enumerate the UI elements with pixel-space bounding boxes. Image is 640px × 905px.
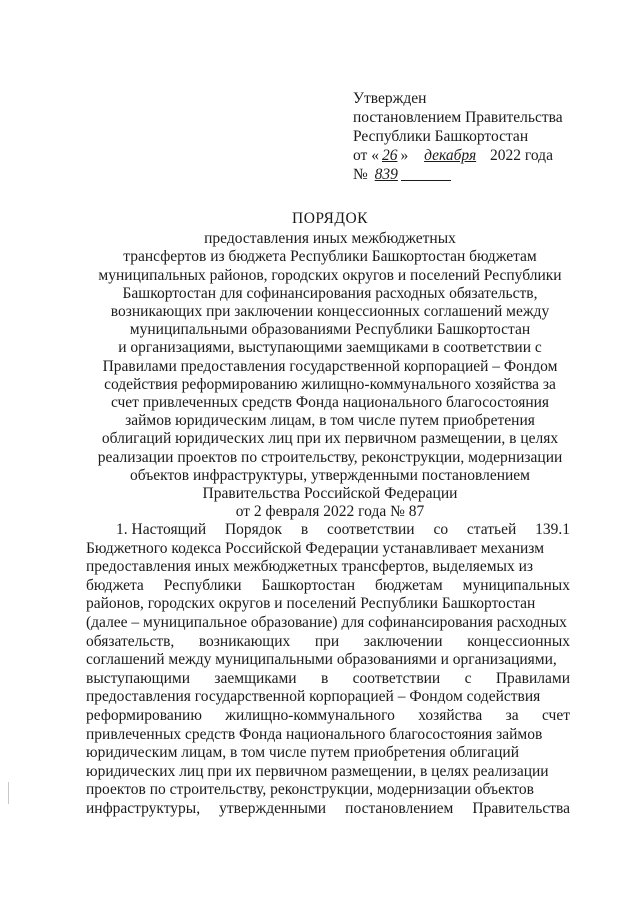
title-line: муниципальных районов, городских округов и поселений Республики bbox=[98, 266, 562, 284]
body-line bbox=[86, 595, 570, 614]
date-day: 26 bbox=[381, 147, 398, 164]
body-word: жилищно-коммунального bbox=[225, 706, 395, 724]
body-word: Правилами bbox=[495, 669, 570, 687]
approval-number bbox=[353, 165, 583, 184]
body-word: проектов по строительству, реконструкции, модернизации объектов bbox=[86, 781, 534, 799]
body-word: соответствии bbox=[352, 669, 441, 687]
body-line bbox=[86, 521, 570, 540]
body-line bbox=[86, 651, 570, 670]
title-lines bbox=[80, 230, 580, 521]
title-heading: ПОРЯДОК bbox=[292, 210, 368, 227]
approval-date bbox=[353, 146, 583, 165]
body-word: с bbox=[464, 669, 472, 687]
approval-line: Утвержден bbox=[353, 90, 427, 107]
body-word: со bbox=[433, 521, 449, 538]
body-word: Бюджетного кодекса Российской Федерации устанавливает механизм bbox=[86, 539, 545, 557]
body-line bbox=[86, 614, 570, 633]
title-line: займов юридическим лицам, в том числе путем приобретения bbox=[125, 412, 535, 430]
body-word: предоставления государственной корпорацией – Фондом содействия bbox=[86, 688, 541, 706]
date-prefix: от « bbox=[353, 147, 379, 164]
body-word: заключении bbox=[363, 632, 443, 650]
body-word: концессионных bbox=[467, 632, 570, 650]
body-word: счет bbox=[541, 706, 570, 724]
body-word: Правительства bbox=[472, 799, 570, 817]
title-line: Башкортостан для софинансирования расходных обязательств, bbox=[122, 284, 538, 302]
title-line: Правительства Российской Федерации bbox=[202, 485, 458, 503]
title-line: муниципальными образованиями Республики Башкортостан bbox=[129, 321, 531, 339]
body-paragraph bbox=[86, 521, 570, 819]
body-word: постановлением bbox=[345, 799, 454, 817]
body-word: соответствии bbox=[327, 521, 415, 538]
body-word: обязательств, bbox=[86, 632, 175, 650]
document-title bbox=[80, 210, 580, 521]
title-line: возникающих при заключении концессионных соглашений между bbox=[110, 303, 550, 321]
body-word: выступающими bbox=[86, 669, 191, 687]
body-word: соглашений между муниципальными образованиями и организациями, bbox=[86, 651, 557, 669]
body-word: привлеченных средств Фонда национального благосостояния займов bbox=[86, 725, 543, 743]
body-line bbox=[86, 726, 570, 745]
body-word: предоставления иных межбюджетных трансфертов, выделяемых из bbox=[86, 558, 533, 576]
approval-line: Республики Башкортостан bbox=[353, 128, 529, 145]
number-underline bbox=[401, 166, 451, 181]
body-line bbox=[86, 781, 570, 800]
body-line bbox=[86, 558, 570, 577]
number-prefix: № bbox=[353, 166, 368, 183]
date-mid: » bbox=[400, 147, 409, 164]
title-line: предоставления иных межбюджетных bbox=[204, 230, 456, 248]
body-word: в bbox=[320, 669, 329, 687]
body-word: хозяйства bbox=[418, 706, 483, 724]
title-line: счет привлеченных средств Фонда национального благосостояния bbox=[110, 394, 550, 412]
body-line bbox=[86, 577, 570, 596]
approval-stamp bbox=[353, 89, 583, 184]
scan-artifact bbox=[8, 782, 9, 804]
title-line: и организациями, выступающими заемщиками в соответствии с bbox=[118, 339, 542, 357]
body-word: инфраструктуры, bbox=[86, 799, 201, 817]
date-month: декабря bbox=[424, 147, 477, 164]
body-word: в bbox=[300, 521, 309, 538]
body-word: 139.1 bbox=[535, 521, 570, 538]
body-word: районов, городских округов и поселений Республики Башкортостан bbox=[86, 595, 536, 613]
body-line bbox=[86, 670, 570, 689]
title-line: трансфертов из бюджета Республики Башкортостан бюджетам bbox=[123, 248, 537, 266]
date-year: 2022 года bbox=[490, 147, 553, 164]
title-line: Правилами предоставления государственной корпорацией – Фондом bbox=[102, 357, 558, 375]
body-line bbox=[86, 540, 570, 559]
title-line: от 2 февраля 2022 года № 87 bbox=[235, 503, 425, 521]
body-line bbox=[86, 688, 570, 707]
number-value: 839 bbox=[374, 166, 398, 183]
body-line bbox=[86, 707, 570, 726]
body-line bbox=[86, 800, 570, 819]
body-word: Башкортостан bbox=[261, 576, 356, 594]
body-line bbox=[86, 633, 570, 652]
body-word: юридических лиц при их первичном размещении, в целях реализации bbox=[86, 762, 549, 780]
body-word: 1. Настоящий bbox=[116, 521, 207, 538]
body-word: (далее – муниципальное образование) для софинансирования расходных bbox=[86, 613, 567, 631]
body-word: бюджетам bbox=[375, 576, 443, 594]
body-word: утвержденными bbox=[219, 799, 327, 817]
body-word: муниципальных bbox=[462, 576, 570, 594]
body-word: Республики bbox=[163, 576, 242, 594]
body-word: заемщиками bbox=[214, 669, 297, 687]
body-line bbox=[86, 744, 570, 763]
approval-line: постановлением Правительства bbox=[353, 109, 563, 126]
body-line bbox=[86, 763, 570, 782]
title-line: содействия реформированию жилищно-коммунального хозяйства за bbox=[104, 375, 556, 393]
title-line: облигаций юридических лиц при их первичном размещении, в целях bbox=[101, 430, 559, 448]
body-word: реформированию bbox=[86, 706, 202, 724]
body-word: за bbox=[505, 706, 519, 724]
body-word: Порядок bbox=[224, 521, 282, 538]
body-word: при bbox=[314, 632, 340, 650]
title-line: объектов инфраструктуры, утвержденными постановлением bbox=[130, 466, 530, 484]
title-line: реализации проектов по строительству, реконструкции, модернизации bbox=[97, 448, 563, 466]
body-word: бюджета bbox=[86, 576, 144, 594]
body-word: возникающих bbox=[198, 632, 291, 650]
body-word: статьей bbox=[466, 521, 517, 538]
body-word: юридическим лицам, в том числе путем приобретения облигаций bbox=[86, 744, 520, 762]
